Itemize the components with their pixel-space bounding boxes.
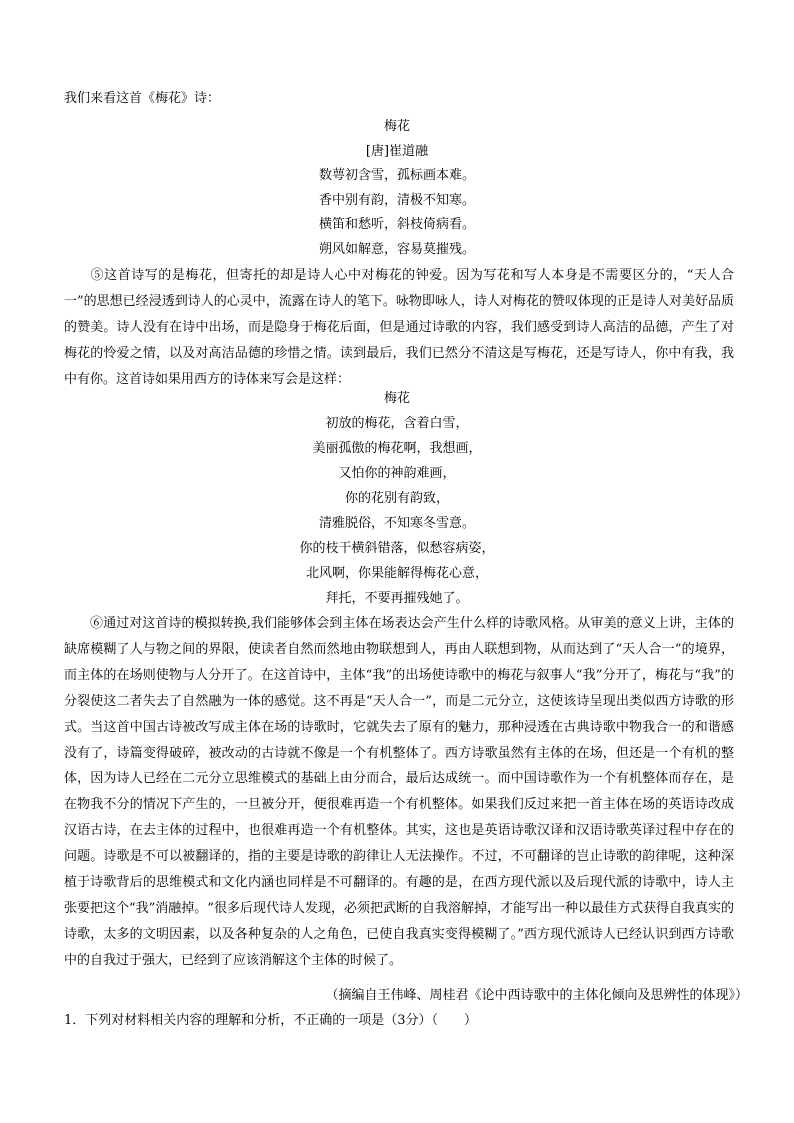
- poem2-line: 又怕你的神韵难画，: [338, 466, 456, 481]
- question-1: 1．下列对材料相关内容的理解和分析，不正确的一项是（3分）（ ）: [64, 1013, 478, 1028]
- poem1-line: 数萼初含雪，孤标画本难。: [318, 168, 475, 183]
- poem1-line: 朔风如解意，容易莫摧残。: [318, 242, 475, 257]
- poem1-line: 香中别有韵，清极不知寒。: [318, 193, 475, 208]
- poem1-title: 梅花: [383, 119, 410, 134]
- poem2-title: 梅花: [383, 391, 410, 406]
- poem2-line: 清雅脱俗，不知寒冬雪意。: [318, 516, 475, 531]
- poem2-line: 美丽孤傲的梅花啊，我想画，: [312, 441, 482, 456]
- paragraph-6: [64, 611, 734, 974]
- poem2-line: 初放的梅花，含着白雪，: [325, 416, 469, 431]
- poem2-line: 你的花别有韵致，: [344, 491, 449, 506]
- paragraph-6-text: ⑥通过对这首诗的模拟转换,我们能够体会到主体在场表达会产生什么样的诗歌风格。从审美的意义上讲，主体的缺席模糊了人与物之间的界限，使读者自然而然地由物联想到人，再由人联想到物，从而达到了“天人合一”的境界，而主体的在场则使物与人分开了。在这首诗中，主体“我”的出场使诗歌中的梅花与叙事人“我”分开了，梅花与“我”的分裂使这二者失去了自然融为一体的感觉。这不再是“天人合一”，而是二元分立，这使该诗呈现出类似西方诗歌的形式。当这首中国古诗被改写成主体在场的诗歌时，它就失去了原有的魅力，那种浸透在古典诗歌中物我合一的和谐感没有了，诗篇变得破碎，被改动的古诗就不像是一个有机整体了。西方诗歌虽然有主体的在场，但还是一个有机的整体，因为诗人已经在二元分立思维模式的基础上由分而合，最后达成统一。而中国诗歌作为一个有机整体而存在，是在物我不分的情况下产生的，一旦被分开，便很难再造一个有机整体。如果我们反过来把一首主体在场的英语诗改成汉语古诗，在去主体的过程中，也很难再造一个有机整体。其实，这也是英语诗歌汉译和汉语诗歌英译过程中存在的问题。诗歌是不可以被翻译的，指的主要是诗歌的韵律让人无法操作。不过，不可翻译的岂止诗歌的韵律呢，这种深植于诗歌背后的思维模式和文化内涵也同样是不可翻译的。有趣的是，在西方现代派以及后现代派的诗歌中，诗人主张要把这个“我”消融掉。“很多后现代诗人发现，必须把武断的自我溶解掉，才能写出一种以最佳方式获得自我真实的诗歌，太多的文明因素，以及各种复杂的人之角色，已使自我真实变得模糊了。”西方现代派诗人已经认识到西方诗歌中的自我过于强大，已经到了应该消解这个主体的时候了。: [64, 616, 734, 968]
- poem2-line: 你的枝干横斜错落，似愁容病姿，: [299, 541, 495, 556]
- poem1-line: 横笛和愁听，斜枝倚病看。: [318, 217, 475, 232]
- intro-line: 我们来看这首《梅花》诗：: [64, 91, 221, 106]
- poem2-line: 拜托，不要再摧残她了。: [325, 591, 469, 606]
- poem1-author: [唐]崔道融: [365, 144, 429, 159]
- poem2-line: 北风啊，你果能解得梅花心意，: [305, 566, 488, 581]
- source-citation: （摘编自王伟峰、周桂君《论中西诗歌中的主体化倾向及思辨性的体现》）: [325, 988, 748, 1003]
- paragraph-5: [64, 263, 734, 393]
- paragraph-5-text: ⑤这首诗写的是梅花，但寄托的却是诗人心中对梅花的钟爱。因为写花和写人本身是不需要区分的，“天人合一”的思想已经浸透到诗人的心灵中，流露在诗人的笔下。咏物即咏人，诗人对梅花的赞叹体现的正是诗人对美好品质的赞美。诗人没有在诗中出场，而是隐身于梅花后面，但是通过诗歌的内容，我们感受到诗人高洁的品德，产生了对梅花的怜爱之情，以及对高洁品德的珍惜之情。读到最后，我们已然分不清这是写梅花，还是写诗人，你中有我，我中有你。这首诗如果用西方的诗体来写会是这样：: [64, 268, 734, 387]
